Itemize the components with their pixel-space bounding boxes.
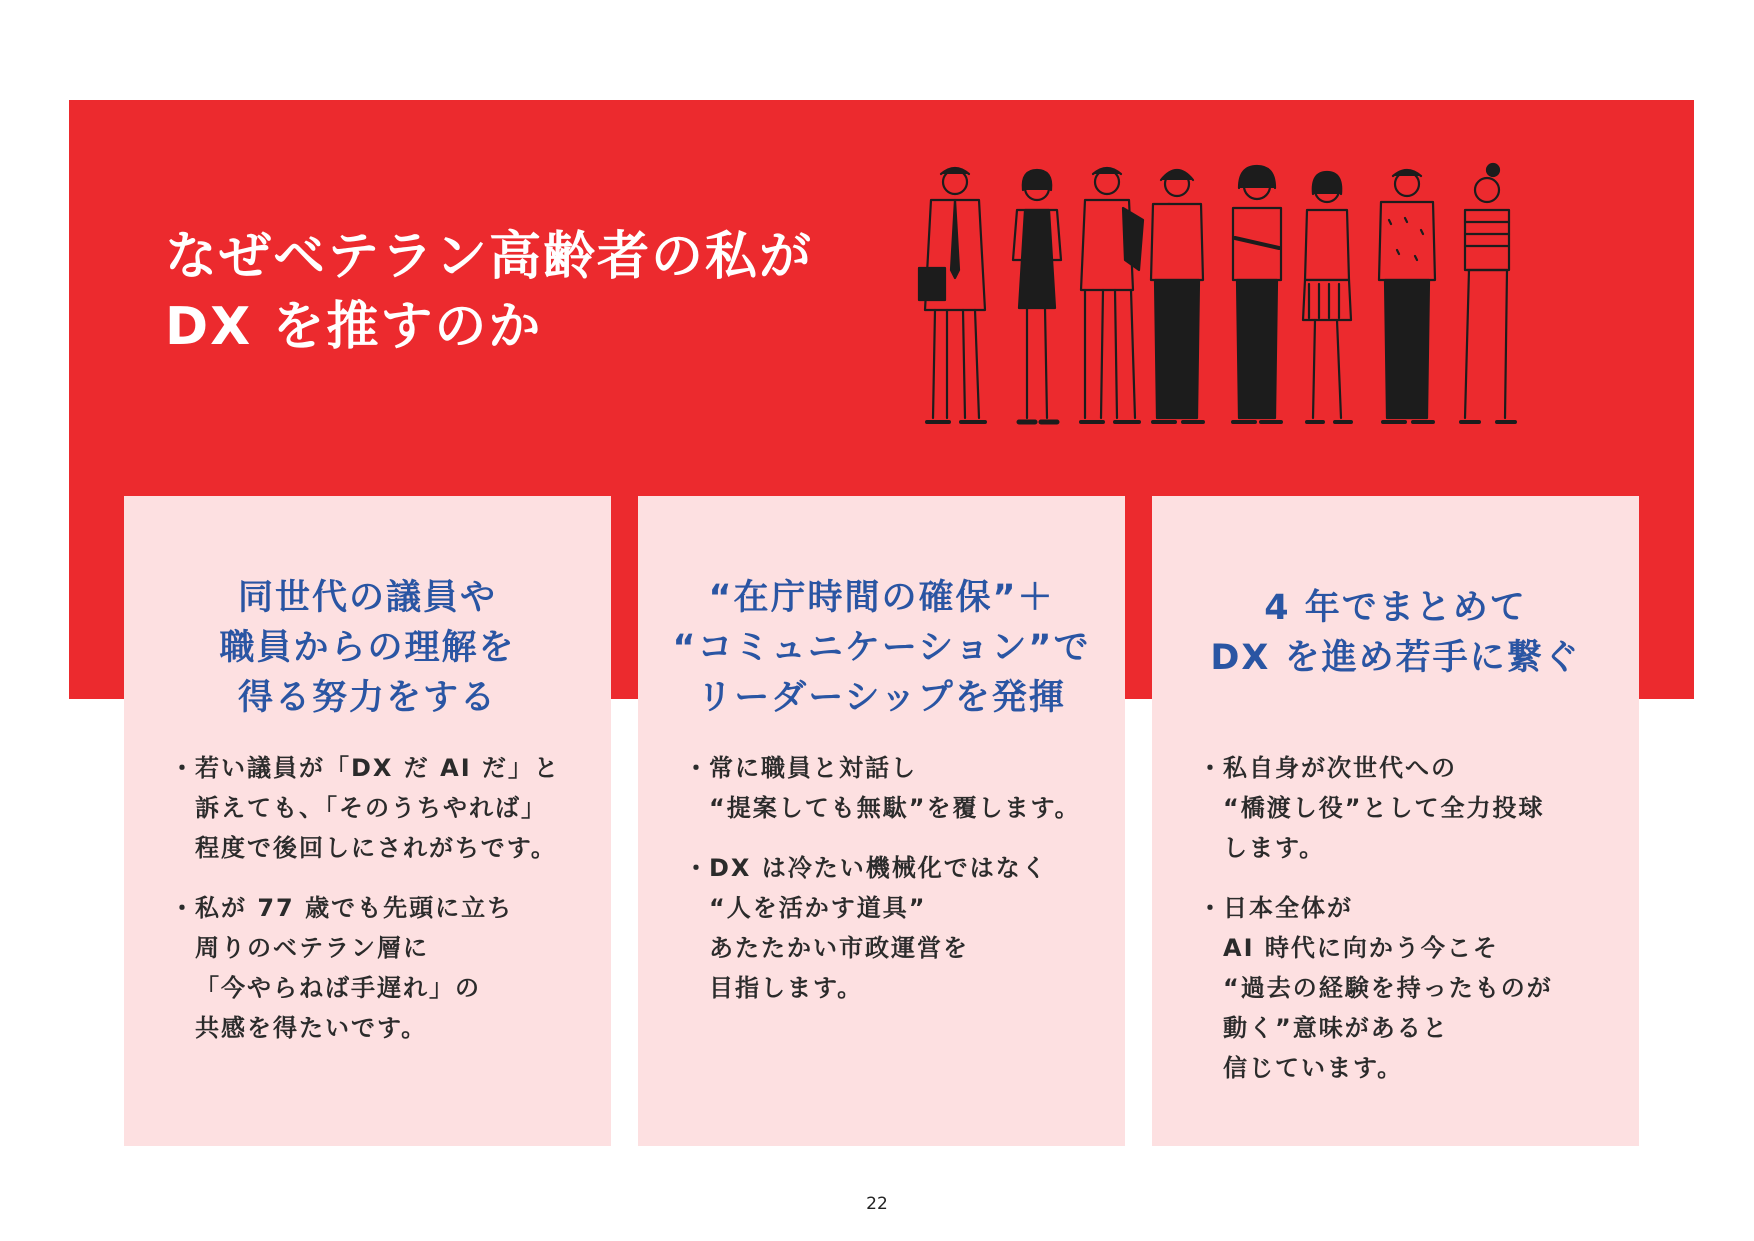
- bullet-item: [170, 748, 601, 868]
- card-title-line: 職員からの理解を: [219, 628, 516, 668]
- bullet-line: 信じています。: [1223, 1054, 1404, 1082]
- person-6: [1303, 172, 1351, 422]
- title-line: なぜベテラン高齢者の私が: [165, 227, 814, 287]
- card-title: [638, 573, 1125, 723]
- bullet-line: 動く”意味があると: [1223, 1014, 1449, 1042]
- bullet-mark: ・: [1198, 754, 1222, 782]
- bullet-item: [684, 748, 1115, 828]
- card-title: [124, 573, 611, 723]
- bullet-line: AI 時代に向かう今こそ: [1223, 934, 1499, 962]
- card-leadership: [638, 496, 1125, 1146]
- card-title-line: 同世代の議員や: [237, 578, 497, 618]
- bullet-mark: ・: [170, 894, 194, 922]
- card-title-line: DX を進め若手に繋ぐ: [1210, 638, 1581, 678]
- bullet-line: 目指します。: [709, 974, 864, 1002]
- bullet-line: します。: [1223, 834, 1326, 862]
- bullet-line: 常に職員と対話し: [709, 754, 917, 782]
- bullet-line: 若い議員が「DX だ AI だ」と: [195, 754, 560, 782]
- bullet-line: あたたかい市政運営を: [709, 934, 969, 962]
- person-3: [1081, 168, 1143, 422]
- bullet-mark: ・: [684, 754, 708, 782]
- bullet-mark: ・: [1198, 894, 1222, 922]
- bullet-line: 程度で後回しにされがちです。: [195, 834, 557, 862]
- bullet-item: [1198, 888, 1629, 1088]
- bullet-line: 周りのベテラン層に: [195, 934, 429, 962]
- bullet-line: DX は冷たい機械化ではなく: [709, 854, 1048, 882]
- card-title-line: リーダーシップを発揮: [697, 678, 1066, 718]
- person-5: [1233, 166, 1281, 422]
- bullet-mark: ・: [170, 754, 194, 782]
- bullet-list: [170, 748, 601, 1068]
- bullet-item: [1198, 748, 1629, 868]
- person-1: [919, 168, 985, 422]
- bullet-line: 日本全体が: [1223, 894, 1353, 922]
- bullet-line: 「今やらねば手遅れ」の: [195, 974, 481, 1002]
- person-2: [1013, 170, 1061, 422]
- bullet-line: 共感を得たいです。: [195, 1014, 428, 1042]
- page-title: [165, 222, 813, 362]
- card-title: [1152, 583, 1639, 683]
- bullet-line: 私が 77 歳でも先頭に立ち: [195, 894, 514, 922]
- bullet-line: “人を活かす道具”: [709, 894, 927, 922]
- person-8: [1461, 164, 1515, 422]
- title-line: DX を推すのか: [165, 297, 543, 357]
- card-colleague-understanding: [124, 496, 611, 1146]
- person-4-with-baby: [1151, 170, 1203, 422]
- bullet-line: 訴えても、「そのうちやれば」: [195, 794, 547, 822]
- card-title-line: “在庁時間の確保”＋: [708, 578, 1055, 618]
- group-of-people-illustration: [915, 160, 1595, 440]
- bullet-list: [684, 748, 1115, 1028]
- card-next-generation: [1152, 496, 1639, 1146]
- bullet-list: [1198, 748, 1629, 1108]
- bullet-mark: ・: [684, 854, 708, 882]
- bullet-line: 私自身が次世代への: [1223, 754, 1457, 782]
- bullet-line: “橋渡し役”として全力投球: [1223, 794, 1545, 822]
- person-7: [1379, 170, 1435, 422]
- bullet-item: [684, 848, 1115, 1008]
- card-title-line: “コミュニケーション”で: [672, 628, 1091, 668]
- bullet-line: “過去の経験を持ったものが: [1223, 974, 1553, 1002]
- bullet-item: [170, 888, 601, 1048]
- page-number: 22: [866, 1194, 888, 1214]
- card-title-line: 4 年でまとめて: [1264, 588, 1527, 628]
- bullet-line: “提案しても無駄”を覆します。: [709, 794, 1081, 822]
- card-title-line: 得る努力をする: [237, 678, 497, 718]
